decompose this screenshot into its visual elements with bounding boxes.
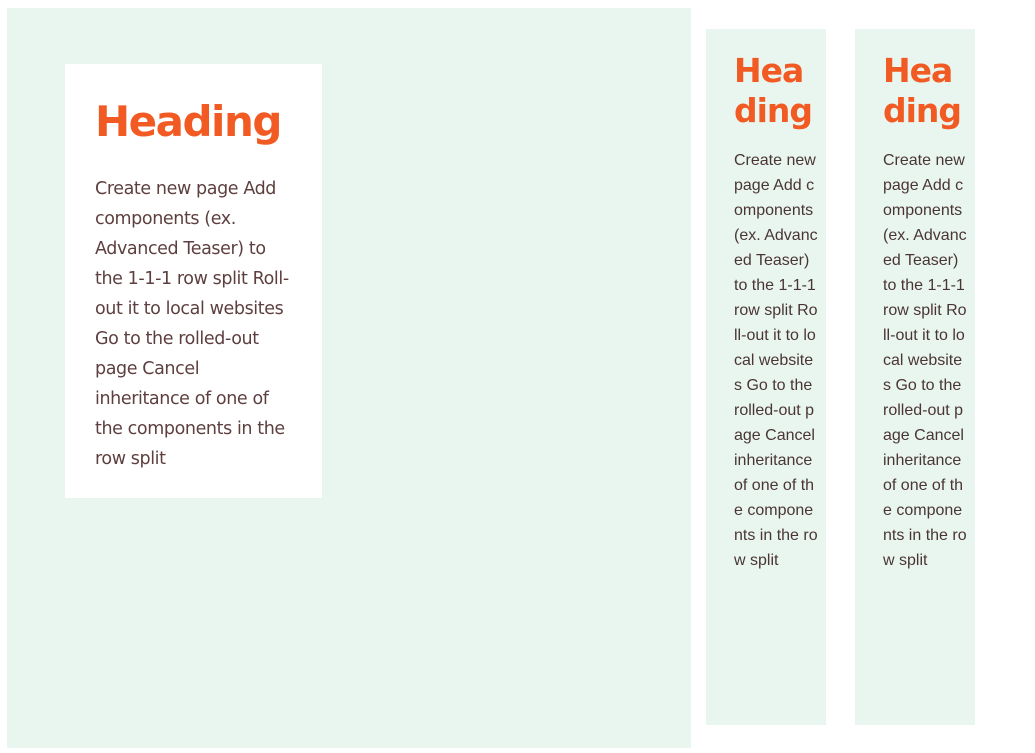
row-split-column-3 — [855, 29, 975, 725]
teaser-heading-1: Heading — [95, 97, 281, 146]
row-split-column-2 — [706, 29, 826, 725]
teaser-heading-2: Heading — [734, 51, 813, 130]
teaser-heading-3: Heading — [883, 51, 962, 130]
teaser-card-1 — [65, 64, 322, 498]
teaser-body-2: Create new page Add components (ex. Advanced Teaser) to the 1-1-1 row split Roll-out it to local websites Go to the rolled-out page Cancel inheritance of one of the components in the row split — [734, 152, 818, 569]
teaser-body-3: Create new page Add components (ex. Advanced Teaser) to the 1-1-1 row split Roll-out it to local websites Go to the rolled-out page Cancel inheritance of one of the components in the row split — [883, 152, 967, 569]
teaser-body-1: Create new page Add components (ex. Advanced Teaser) to the 1-1-1 row split Roll-out it to local websites Go to the rolled-out page Cancel inheritance of one of the components in the row split — [95, 179, 289, 469]
